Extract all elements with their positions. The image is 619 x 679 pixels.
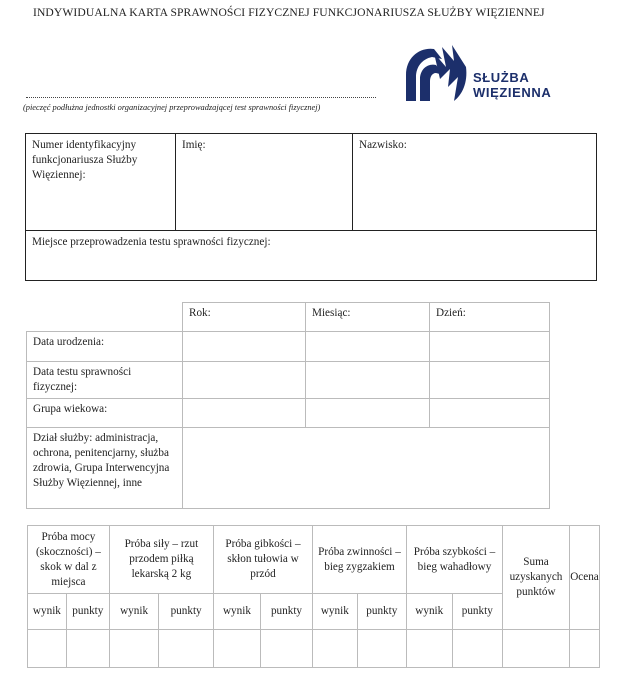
dates-table <box>26 302 550 509</box>
age-group-month-field[interactable] <box>306 399 430 428</box>
first-name-label: Imię: <box>182 139 206 151</box>
flexibility-result-header: wynik <box>213 594 260 630</box>
speed-points-header: punkty <box>452 594 502 630</box>
id-number-cell[interactable] <box>26 134 176 231</box>
age-group-day-field[interactable] <box>430 399 550 428</box>
flexibility-points-field[interactable] <box>260 630 312 668</box>
last-name-cell[interactable] <box>353 134 597 231</box>
logo-line-1: SŁUŻBA <box>473 70 530 85</box>
test-month-field[interactable] <box>306 362 430 399</box>
test-place-cell[interactable] <box>26 231 597 281</box>
agility-test-header: Próba zwinności – bieg zygzakiem <box>313 526 407 594</box>
strength-test-header: Próba siły – rzut przodem piłką lekarską 2 kg <box>109 526 213 594</box>
prison-service-emblem-icon <box>402 43 470 105</box>
service-dept-field[interactable] <box>183 428 550 509</box>
strength-points-header: punkty <box>159 594 214 630</box>
dates-corner <box>27 303 183 332</box>
power-points-header: punkty <box>66 594 109 630</box>
identity-table <box>25 133 597 281</box>
test-date-label: Data testu sprawności fizycznej: <box>27 362 183 399</box>
document-title: INDYWIDUALNA KARTA SPRAWNOŚCI FIZYCZNEJ FUNKCJONARIUSZA SŁUŻBY WIĘZIENNEJ <box>33 6 545 19</box>
day-header: Dzień: <box>430 303 550 332</box>
power-points-field[interactable] <box>66 630 109 668</box>
year-header: Rok: <box>183 303 306 332</box>
agility-result-header: wynik <box>313 594 358 630</box>
agility-points-header: punkty <box>357 594 406 630</box>
power-result-field[interactable] <box>28 630 67 668</box>
test-place-label: Miejsce przeprowadzenia testu sprawności fizycznej: <box>32 236 271 248</box>
strength-points-field[interactable] <box>159 630 214 668</box>
age-group-year-field[interactable] <box>183 399 306 428</box>
stamp-note: (pieczęć podłużna jednostki organizacyjnej przeprowadzającej test sprawności fizycznej) <box>23 103 321 112</box>
speed-test-header: Próba szybkości – bieg wahadłowy <box>406 526 502 594</box>
speed-result-header: wynik <box>406 594 452 630</box>
birth-month-field[interactable] <box>306 332 430 362</box>
grade-field[interactable] <box>570 630 600 668</box>
agility-points-field[interactable] <box>357 630 406 668</box>
flexibility-result-field[interactable] <box>213 630 260 668</box>
strength-result-field[interactable] <box>109 630 158 668</box>
age-group-label: Grupa wiekowa: <box>27 399 183 428</box>
birth-day-field[interactable] <box>430 332 550 362</box>
test-day-field[interactable] <box>430 362 550 399</box>
stamp-dotted-line <box>26 97 376 98</box>
birth-date-label: Data urodzenia: <box>27 332 183 362</box>
id-number-label: Numer identyfikacyjny funkcjonariusza Służby Więziennej: <box>32 139 138 181</box>
flexibility-points-header: punkty <box>260 594 312 630</box>
first-name-cell[interactable] <box>176 134 353 231</box>
logo <box>402 43 562 105</box>
agility-result-field[interactable] <box>313 630 358 668</box>
month-header: Miesiąc: <box>306 303 430 332</box>
flexibility-test-header: Próba gibkości – skłon tułowia w przód <box>213 526 312 594</box>
grade-header: Ocena <box>570 526 600 630</box>
speed-result-field[interactable] <box>406 630 452 668</box>
service-dept-label: Dział służby: administracja, ochrona, penitencjarny, służba zdrowia, Grupa Interwencyjna Służby Więziennej, inne <box>27 428 183 509</box>
strength-result-header: wynik <box>109 594 158 630</box>
logo-line-2: WIĘZIENNA <box>473 85 552 100</box>
test-year-field[interactable] <box>183 362 306 399</box>
speed-points-field[interactable] <box>452 630 502 668</box>
power-result-header: wynik <box>28 594 67 630</box>
birth-year-field[interactable] <box>183 332 306 362</box>
tests-table <box>27 525 600 668</box>
sum-points-field[interactable] <box>503 630 570 668</box>
power-test-header: Próba mocy (skoczności) – skok w dal z miejsca <box>28 526 110 594</box>
last-name-label: Nazwisko: <box>359 139 407 151</box>
sum-points-header: Suma uzyskanych punktów <box>503 526 570 630</box>
